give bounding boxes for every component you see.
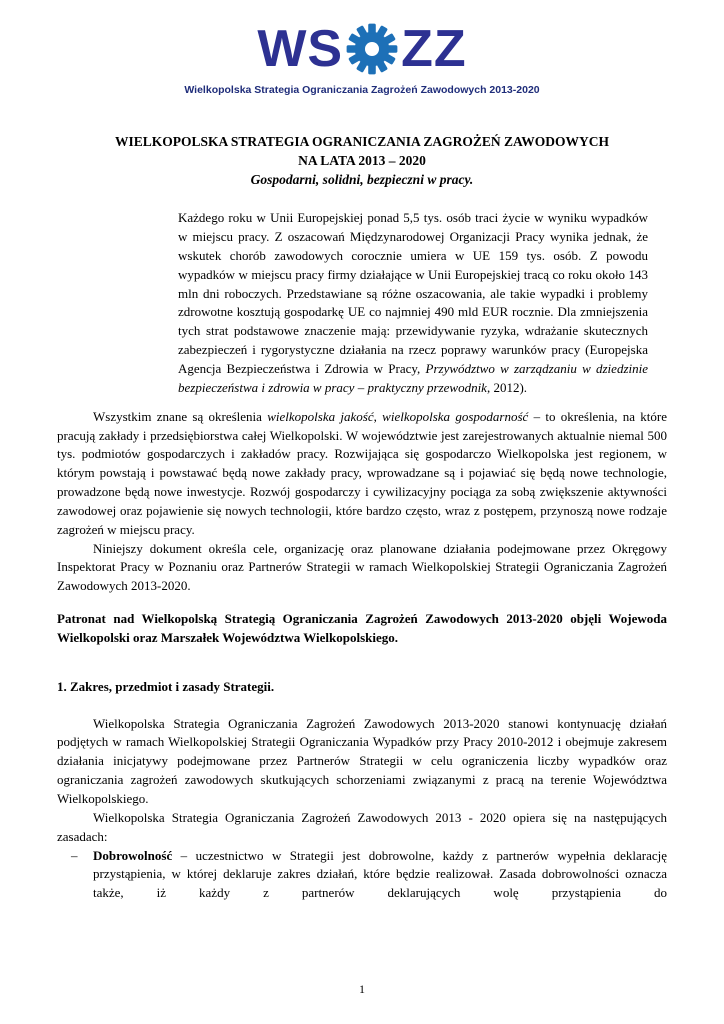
title-line-1: WIELKOPOLSKA STRATEGIA OGRANICZANIA ZAGROŻEŃ ZAWODOWYCH: [114, 134, 610, 150]
paragraph-document-purpose: Niniejszy dokument określa cele, organizację oraz planowane działania podejmowane przez Okręgowy Inspektorat Pracy w Poznaniu oraz Partnerów Strategii w ramach Wielkopolskiej Strategii Ograniczania Zagrożeń Zawodowych 2013-2020.: [57, 540, 667, 594]
logo-tagline: Wielkopolska Strategia Ograniczania Zagrożeń Zawodowych 2013-2020: [184, 84, 540, 96]
section-1-heading: 1. Zakres, przedmiot i zasady Strategii.: [57, 678, 275, 694]
paragraph-wielkopolska-quality: Wszystkim znane są określenia wielkopolska jakość, wielkopolska gospodarność – to określenia, na które pracują zakłady i przedsiębiorstwa całej Wielkopolski. W województwie jest zarejestrowanych aktualnie niemal 500 tys. podmiotów gospodarczych i zakładów pracy. Rozwijająca się gospodarczo Wielkopolska jest regionem, w którym powstają i powstawać będą nowe zakłady pracy, wprowadzane są i pojawiać się będą nowe technologie, prowadzone będą nowe inwestycje. Rozwój gospodarczy i cywilizacyjny pociąga za sobą zwiększenie aktywności zawodowej oraz pojawienie się nowych technologii, które bardzo często, wraz z postępem, przynoszą nowe rodzaje zagrożeń w miejscu pracy.: [57, 408, 668, 537]
page-number: 1: [359, 981, 365, 996]
title-subtitle: Gospodarni, solidni, bezpieczni w pracy.: [250, 172, 474, 188]
dash-bullet: –: [71, 847, 78, 863]
section-1-paragraph-2: Wielkopolska Strategia Ograniczania Zagrożeń Zawodowych 2013 - 2020 opiera się na następujących zasadach:: [57, 809, 667, 844]
paragraph-patronage: Patronat nad Wielkopolską Strategią Ograniczania Zagrożeń Zawodowych 2013-2020 objęli Wojewoda Wielkopolski oraz Marszałek Województwa Wielkopolskiego.: [57, 611, 667, 645]
logo-block: [57, 18, 667, 98]
section-1-paragraph-1: Wielkopolska Strategia Ograniczania Zagrożeń Zawodowych 2013-2020 stanowi kontynuację działań podjętych w ramach Wielkopolskiej Strategii Ograniczania Wypadków przy Pracy 2010-2012 i obejmuje zakresem działania inicjatywy podejmowane przez Partnerów Strategii w celu ograniczenia liczby wypadków oraz ograniczania zagrożeń zawodowych skutkujących schorzeniami związanymi z pracą na terenie Województwa Wielkopolskiego.: [57, 715, 667, 806]
document-title: [57, 132, 667, 189]
logo-zz-text: ZZ: [401, 20, 467, 78]
principles-list: [57, 847, 667, 904]
title-line-2: NA LATA 2013 – 2020: [298, 153, 426, 169]
list-item-dobrowolnosc: [57, 847, 667, 904]
list-item-text: Dobrowolność – uczestnictwo w Strategii jest dobrowolne, każdy z partnerów wypełnia deklarację przystąpienia, w której deklaruje zakres działań, które będzie realizował. Zasada dobrowolności oznacza także, iż każdy z partnerów deklarujących wolę przystąpienia do: [93, 847, 667, 901]
logo-ws-text: WS: [257, 20, 344, 78]
intro-quote-paragraph: Każdego roku w Unii Europejskiej ponad 5,5 tys. osób traci życie w wyniku wypadków w miejscu pracy. Z oszacowań Międzynarodowej Organizacji Pracy wynika jednak, że wskutek chorób zawodowych corocznie umiera w UE 159 tys. osób. Z powodu wypadków w miejscu pracy firmy działające w Unii Europejskiej tracą co roku około 143 mln dni roboczych. Przedstawiane są różne oszacowania, ale takie wypadki i problemy zdrowotne kosztują gospodarkę UE co najmniej 490 mld EUR rocznie. Dla zmniejszenia tych strat podstawowe znaczenie mają: przewidywanie ryzyka, wdrażanie skutecznych zabezpieczeń i rygorystyczne działania na rzecz poprawy warunków pracy (Europejska Agencja Bezpieczeństwa i Zdrowia w Pracy, Przywództwo w zarządzaniu w dziedzinie bezpieczeństwa i zdrowia w pracy – praktyczny przewodnik, 2012).: [178, 210, 648, 395]
gear-icon: [345, 22, 399, 76]
logo: [57, 18, 667, 80]
